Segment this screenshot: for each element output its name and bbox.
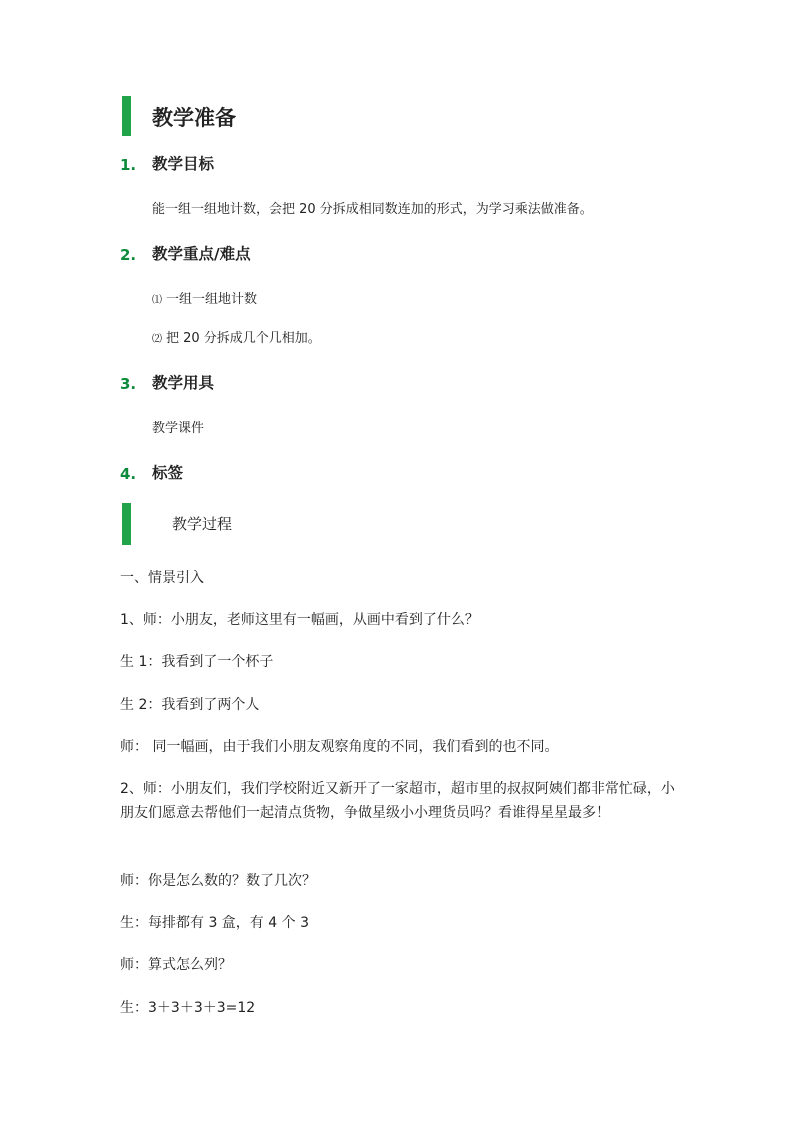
heading-accent-bar — [122, 503, 131, 545]
process-paragraph: 2、师：小朋友们，我们学校附近又新开了一家超市，超市里的叔叔阿姨们都非常忙碌，小朋友们愿意去帮他们一起清点货物，争做星级小小理货员吗？看谁得星星最多！ — [120, 781, 675, 821]
section-title-tags: 标签 — [152, 464, 184, 482]
section-number: 1. — [120, 156, 137, 174]
section-title-objectives: 教学目标 — [152, 155, 215, 173]
objectives-text: 能一组一组地计数，会把 20 分拆成相同数连加的形式，为学习乘法做准备。 — [152, 202, 593, 217]
process-line: 生：每排都有 3 盒，有 4 个 3 — [120, 915, 309, 931]
process-line: 一、情景引入 — [120, 570, 204, 586]
process-line: 师： 同一幅画，由于我们小朋友观察角度的不同，我们看到的也不同。 — [120, 739, 559, 755]
process-line: 生 1：我看到了一个杯子 — [120, 654, 274, 670]
process-line: 1、师：小朋友，老师这里有一幅画，从画中看到了什么？ — [120, 612, 479, 628]
item-text: 一组一组地计数 — [166, 292, 258, 307]
process-title: 教学过程 — [172, 515, 233, 533]
key-point-item — [152, 328, 321, 351]
key-point-item — [152, 289, 257, 312]
section-number: 2. — [120, 246, 137, 264]
heading-accent-bar — [122, 96, 131, 136]
section-number: 3. — [120, 375, 137, 393]
process-line: 师：你是怎么数的？数了几次？ — [120, 873, 316, 889]
section-title-tools: 教学用具 — [152, 374, 215, 392]
process-line: 生：3＋3＋3＋3=12 — [120, 1000, 256, 1016]
page-title: 教学准备 — [152, 106, 236, 130]
process-line: 生 2：我看到了两个人 — [120, 697, 260, 713]
item-number: ⑵ — [152, 334, 162, 345]
item-text: 把 20 分拆成几个几相加。 — [166, 331, 321, 346]
section-title-key-points: 教学重点/难点 — [152, 245, 251, 263]
section-number: 4. — [120, 465, 137, 483]
process-line: 师：算式怎么列？ — [120, 957, 232, 973]
tools-text: 教学课件 — [152, 421, 205, 436]
item-number: ⑴ — [152, 295, 162, 306]
